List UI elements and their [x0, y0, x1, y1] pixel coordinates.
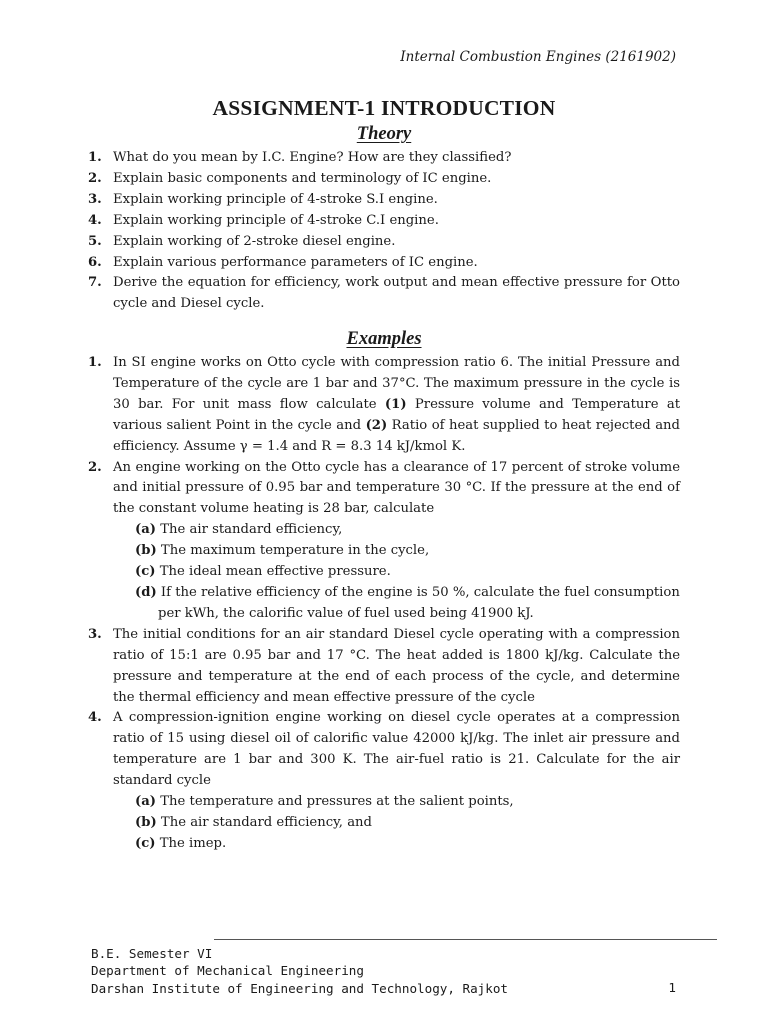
sub-item-text: The maximum temperature in the cycle, — [160, 543, 430, 559]
item-text: Derive the equation for efficiency, work output and mean effective pressure for Otto cycle and Diesel cycle. — [113, 275, 680, 312]
step-marker: (2) — [365, 417, 388, 433]
sub-item-text: The temperature and pressures at the salient points, — [160, 794, 514, 810]
item-text: In SI engine works on Otto cycle with compression ratio 6. The initial Pressure and Temperature of the cycle are 1 bar and 37°C. The maximum pressure in the cycle is 30 bar. For unit mass flow calculate — [113, 355, 680, 412]
sub-item-letter: (c) — [135, 564, 156, 580]
item-number: 2. — [88, 170, 102, 186]
item-number: 3. — [88, 191, 102, 207]
footer-semester: B.E. Semester VI — [91, 946, 213, 961]
item-number: 5. — [88, 233, 102, 249]
item-text: Explain working principle of 4-stroke C.I engine. — [113, 212, 439, 228]
page-title: ASSIGNMENT-1 INTRODUCTION — [212, 96, 556, 120]
sub-item — [113, 792, 680, 813]
item-text: Explain working of 2-stroke diesel engine. — [113, 233, 396, 249]
theory-heading: Theory — [356, 124, 412, 144]
item-number: 1. — [88, 355, 102, 370]
sub-item-letter: (b) — [135, 814, 157, 830]
item-text: What do you mean by I.C. Engine? How are they classified? — [113, 150, 512, 165]
item-text: Explain working principle of 4-stroke S.I engine. — [113, 191, 438, 207]
sub-item-text: The air standard efficiency, — [160, 522, 343, 538]
item-text: Explain basic components and terminology of IC engine. — [113, 170, 492, 186]
item-text: A compression-ignition engine working on diesel cycle operates at a compression ratio of 15 using diesel oil of calorific value 42000 kJ/kg. The inlet air pressure and temperature are 1 bar and 300 K. The air-fuel ratio is 21. Calculate for the air standard cycle — [113, 710, 680, 789]
sub-item-letter: (b) — [135, 543, 157, 559]
item-text: Ratio of heat supplied to heat rejected and efficiency. Assume γ = 1.4 and R = 8.3 14 kJ/kmol K. — [113, 417, 680, 454]
example-item — [88, 625, 680, 709]
theory-item — [88, 273, 680, 315]
sub-item — [113, 520, 680, 541]
example-item — [88, 353, 680, 458]
example-item — [88, 458, 680, 625]
sub-list — [113, 520, 680, 625]
step-marker: (1) — [384, 396, 407, 412]
sub-item-text: The imep. — [159, 835, 227, 851]
item-number: 7. — [88, 275, 102, 291]
item-number: 4. — [88, 710, 102, 726]
sub-item — [113, 541, 680, 562]
sub-item-letter: (a) — [135, 522, 157, 538]
sub-item-letter: (d) — [135, 584, 157, 600]
item-text: Explain various performance parameters of IC engine. — [113, 254, 478, 270]
sub-item-text: If the relative efficiency of the engine is 50 %, calculate the fuel consumption per kWh, the calorific value of fuel used being 41900 kJ. — [158, 584, 680, 621]
sub-item-text: The ideal mean effective pressure. — [159, 564, 391, 580]
item-number: 6. — [88, 254, 102, 270]
item-text: The initial conditions for an air standard Diesel cycle operating with a compression ratio of 15:1 are 0.95 bar and 17 °C. The heat added is 1800 kJ/kg. Calculate the pressure and temperature at the end of each process of the cycle, and determine the thermal efficiency and mean effective pressure of the cycle — [113, 626, 680, 705]
item-text: Pressure volume and Temperature at various salient Point in the cycle and — [113, 396, 680, 433]
footer-institute: Darshan Institute of Engineering and Technology, Rajkot — [91, 980, 509, 996]
theory-item — [88, 232, 680, 253]
sub-item — [113, 583, 680, 625]
sub-list — [113, 792, 680, 855]
sub-item-text: The air standard efficiency, and — [160, 814, 372, 830]
page-footer — [91, 945, 508, 997]
item-text: An engine working on the Otto cycle has a clearance of 17 percent of stroke volume and initial pressure of 0.95 bar and temperature 30 °C. If the pressure at the end of the constant volume heating is 28 bar, calculate — [113, 459, 680, 517]
theory-item — [88, 169, 680, 190]
page-number: 1 — [668, 980, 676, 995]
theory-item — [88, 211, 680, 232]
theory-item — [88, 253, 680, 274]
theory-item — [88, 190, 680, 211]
example-item — [88, 708, 680, 854]
item-number: 1. — [88, 150, 102, 165]
footer-divider — [214, 939, 717, 940]
footer-department: Department of Mechanical Engineering — [91, 963, 364, 979]
sub-item-letter: (a) — [135, 794, 157, 810]
sub-item — [113, 813, 680, 834]
examples-list — [88, 353, 680, 855]
running-head: Internal Combustion Engines (2161902) — [400, 49, 676, 65]
sub-item-letter: (c) — [135, 835, 156, 851]
examples-heading: Examples — [346, 329, 422, 349]
theory-list — [88, 148, 680, 315]
item-number: 2. — [88, 459, 102, 475]
theory-item — [88, 148, 680, 169]
item-number: 4. — [88, 212, 102, 228]
sub-item — [113, 834, 680, 855]
item-number: 3. — [88, 626, 102, 642]
sub-item — [113, 562, 680, 583]
